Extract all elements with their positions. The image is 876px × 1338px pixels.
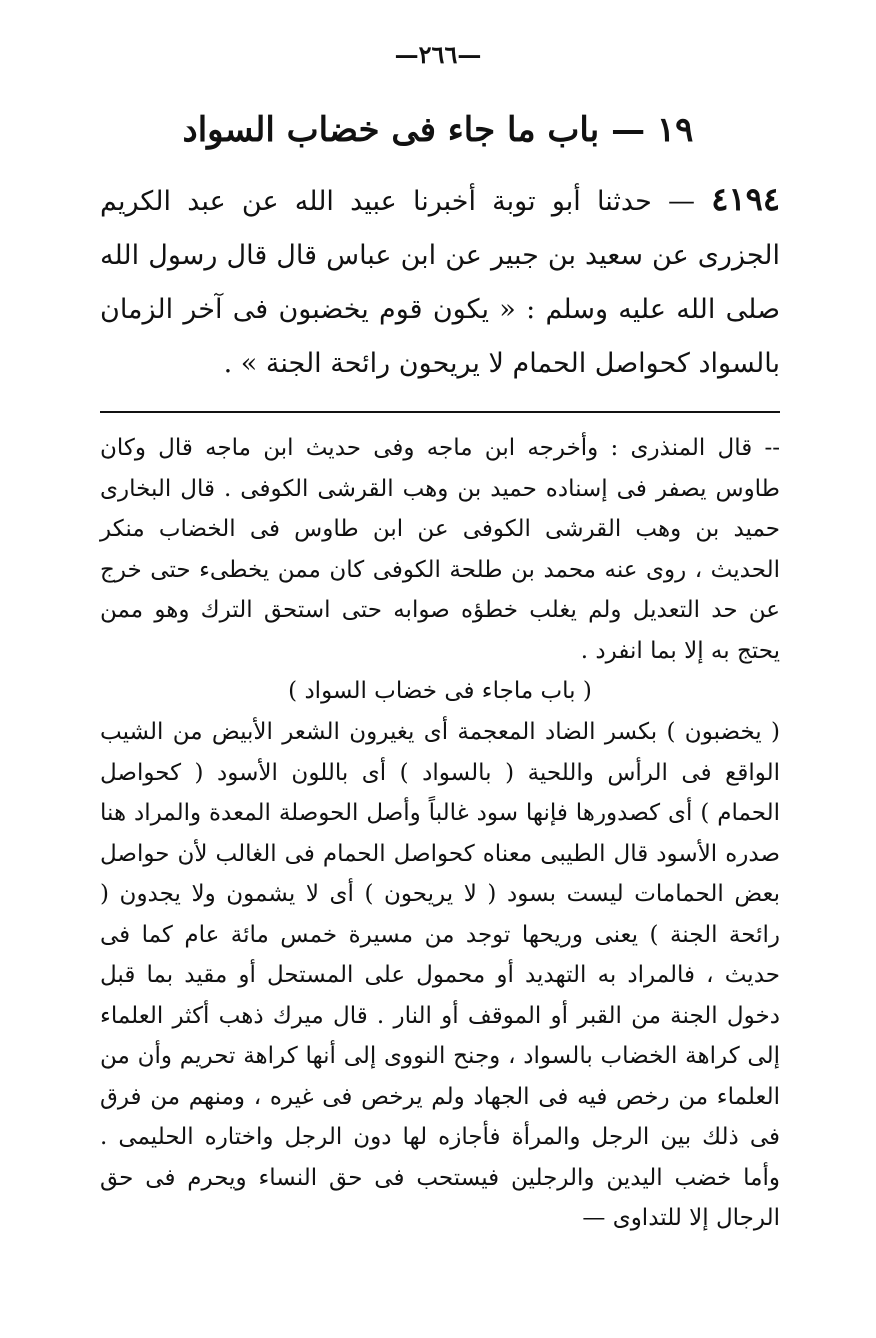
commentary-paragraph: -- قال المنذرى : وأخرجه ابن ماجه وفى حديث ابن ماجه قال وكان طاوس يصفر فى إسناده حميد بن وهب القرشى الكوفى . قال البخارى حميد بن وهب القرشى الكوفى عن ابن طاوس فى الخضاب منكر الحديث ، روى عنه محمد بن طلحة الكوفى كان ممن يخطىء حتى خرج عن حد التعديل ولم يغلب خطؤه صوابه حتى استحق الترك وهو ممن يحتج به إلا بما انفرد . [100,435,780,664]
explanation-paragraph: ( يخضبون ) بكسر الضاد المعجمة أى يغيرون الشعر الأبيض من الشيب الواقع فى الرأس واللحية ( بالسواد ) أى باللون الأسود ( كحواصل الحمام ) أى كصدورها فإنها سود غالباً وأصل الحوصلة المعدة والمراد هنا صدره الأسود قال الطيبى معناه كحواصل الحمام فى الغالب لأن حواصل بعض الحمامات ليست بسود ( لا يريحون ) أى لا يشمون ولا يجدون ( رائحة الجنة ) يعنى وريحها توجد من مسيرة خمس مائة عام كما فى حديث ، فالمراد به التهديد أو محمول على المستحل أو مقيد بما قبل دخول الجنة من القبر أو الموقف أو النار . قال ميرك ذهب أكثر العلماء إلى كراهة الخضاب بالسواد ، وجنح النووى إلى أنها كراهة تحريم وأن من العلماء من رخص فيه فى الجهاد ولم يرخص فى غيره ، ومنهم من فرق فى ذلك بين الرجل والمرأة فأجازه لها دون الرجل واختاره الحليمى . وأما خضب اليدين والرجلين فيستحب فى حق النساء ويحرم فى حق الرجال إلا للتداوى — [100,719,781,1231]
explanation-block [100,712,780,1239]
hadith-body: — حدثنا أبو توبة أخبرنا عبيد الله عن عبد الكريم الجزرى عن سعيد بن جبير عن ابن عباس قال قال رسول الله صلى الله عليه وسلم : « يكون قوم يخضبون فى آخر الزمان بالسواد كحواصل الحمام لا يريحون رائحة الجنة » . [100,186,780,379]
chapter-title: ١٩ — باب ما جاء فى خضاب السواد [182,110,694,150]
hadith-number: ٤١٩٤ [711,180,780,218]
footnote-divider [100,411,780,413]
page-number: —٢٦٦— [394,40,482,69]
hadith-text-block [100,172,780,391]
commentary-block [100,428,780,712]
commentary-subheading: ( باب ماجاء فى خضاب السواد ) [288,678,592,704]
